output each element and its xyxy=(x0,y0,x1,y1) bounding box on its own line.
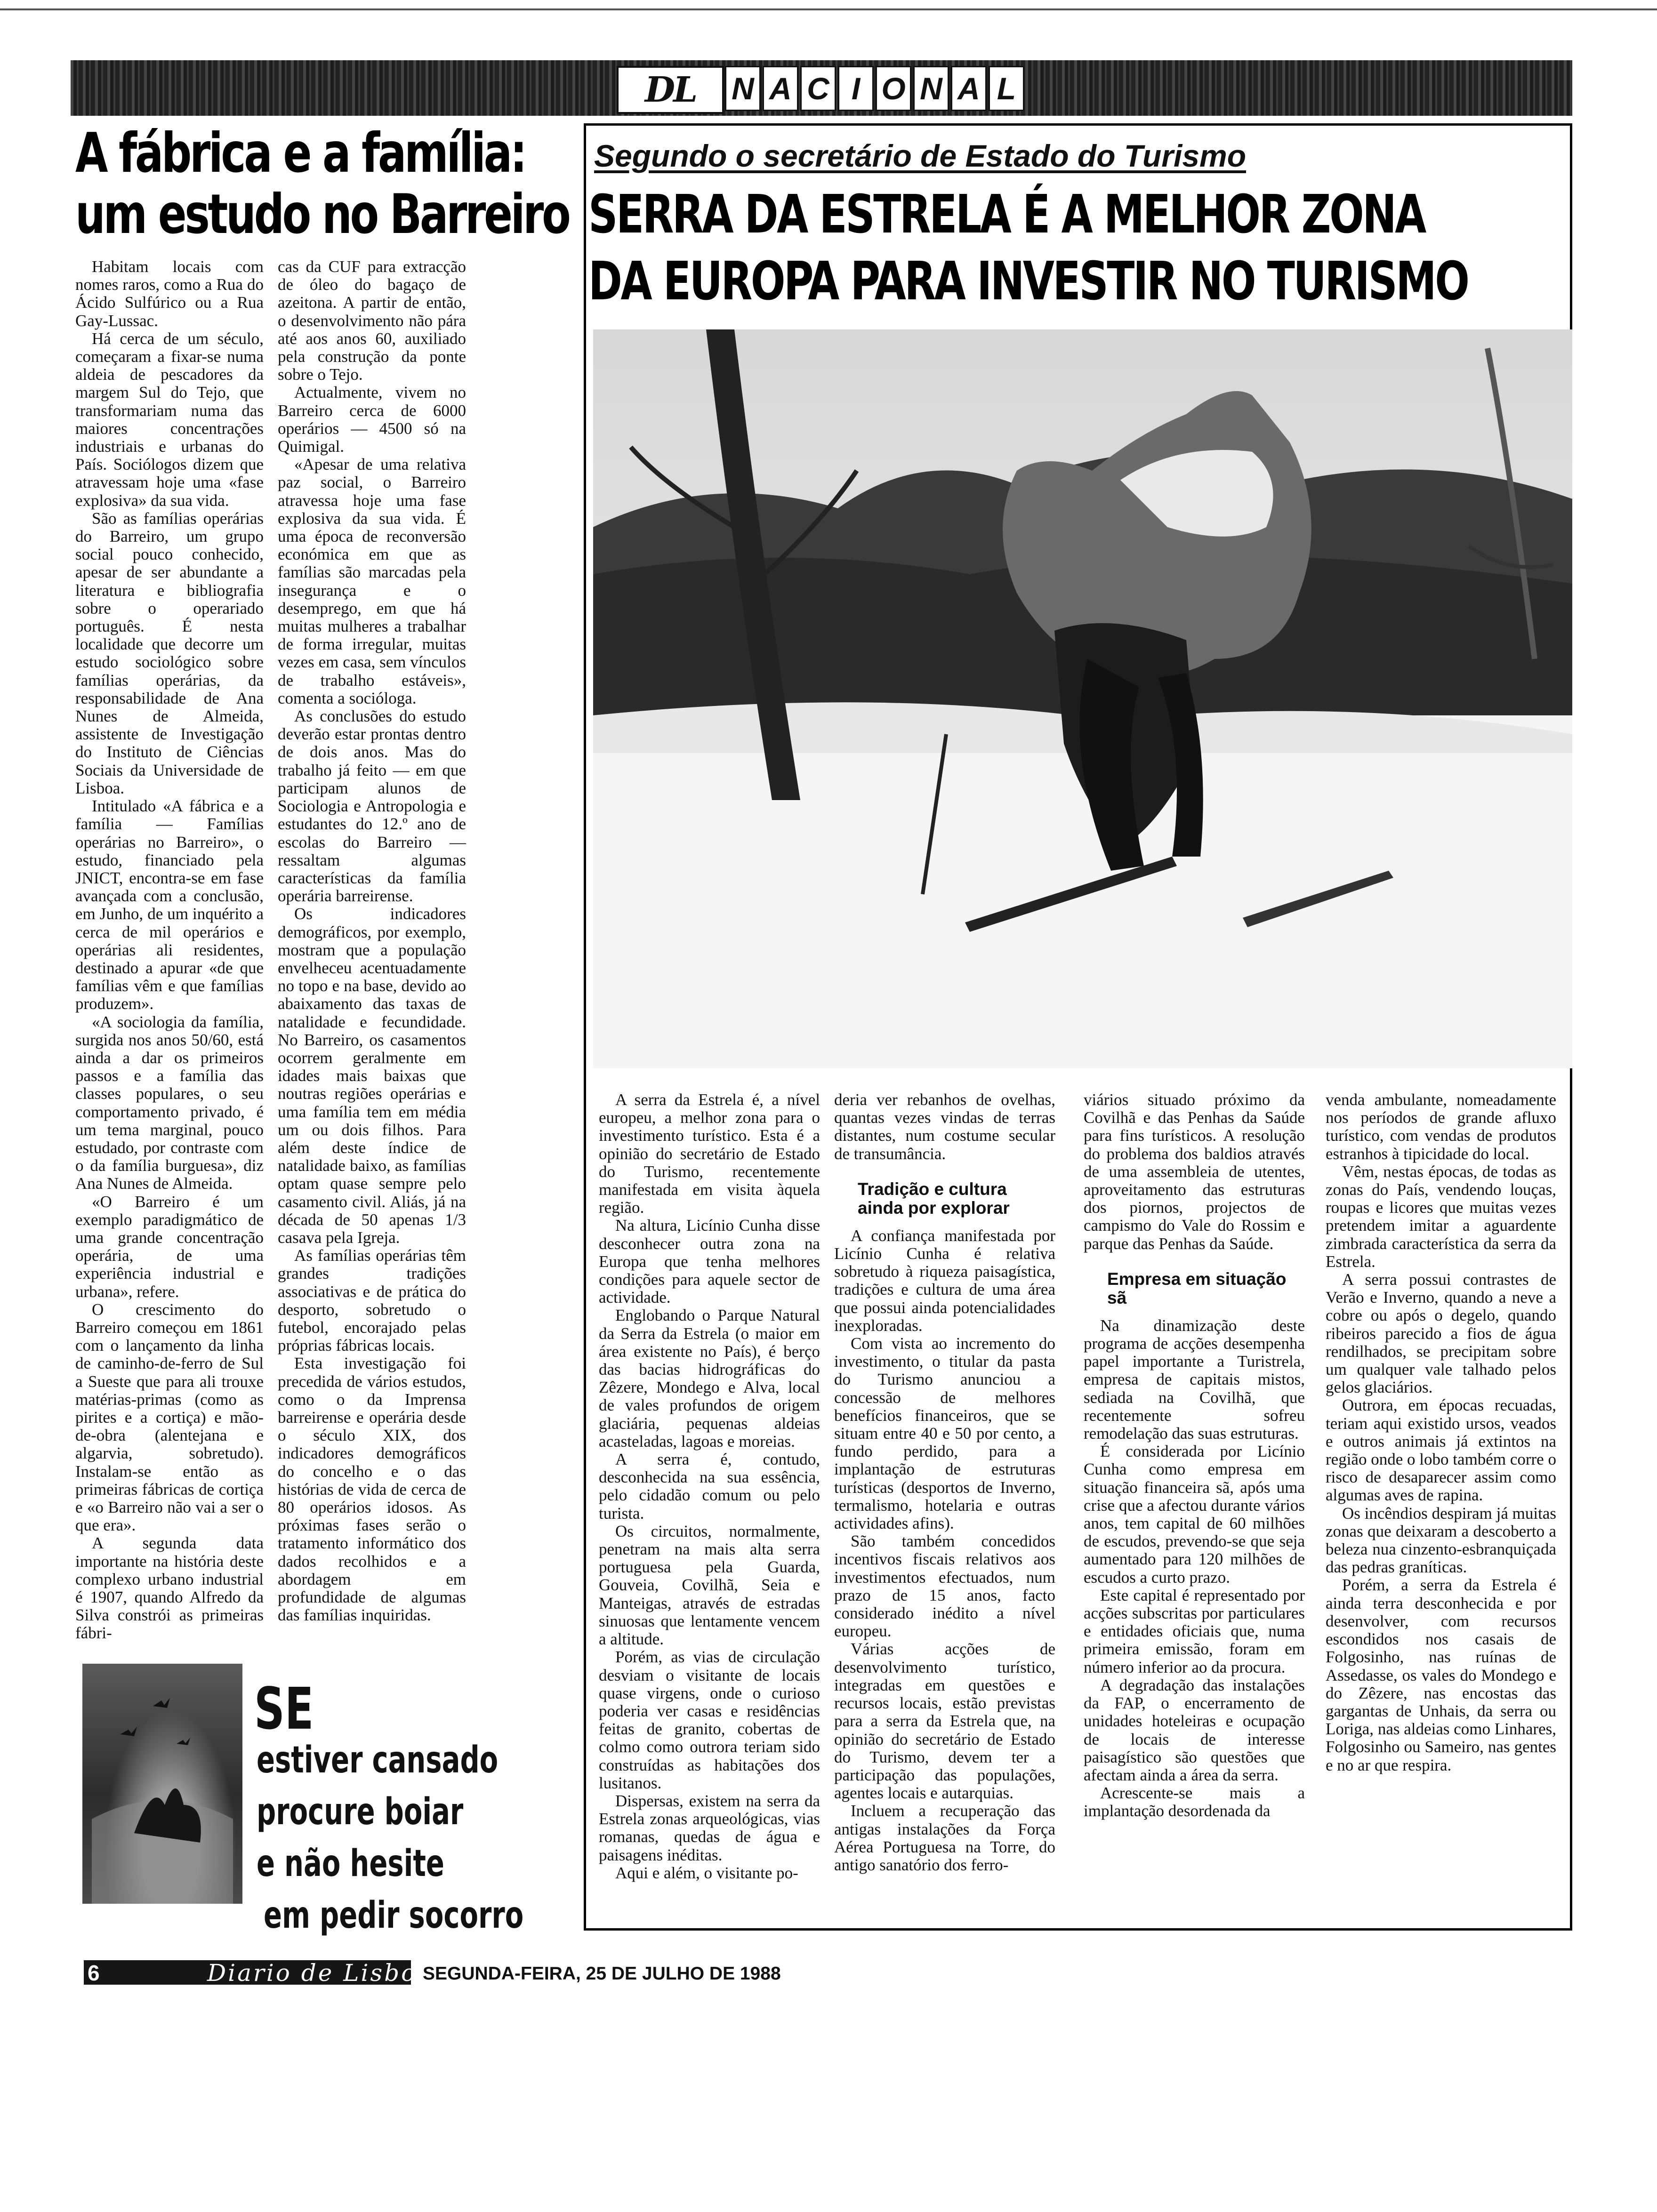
page-number: 6 xyxy=(88,1961,100,1985)
section-letter: O xyxy=(876,66,911,111)
left-article-column-2 xyxy=(278,258,466,1624)
paragraph: A segunda data importante na história deste complexo urbano industrial é 1907, quando Alfredo da Silva constrói as primeiras fábri- xyxy=(75,1534,264,1643)
paragraph: Na dinamização deste programa de acções desempenha papel importante a Turistrela, empresa de capitais mistos, sediada na Covilhã, que recentemente sofreu remodelação das suas estruturas. xyxy=(1084,1316,1305,1443)
paragraph: É considerada por Licínio Cunha como empresa em situação financeira sã, após uma crise que a afectou durante vários anos, tem capital de 60 milhões de escudos, prevendo-se que seja aumentado para 120 milhões de escudos a curto prazo. xyxy=(1084,1442,1305,1587)
paragraph: deria ver rebanhos de ovelhas, quantas vezes vindas de terras distantes, num costume secular de transumância. xyxy=(834,1090,1055,1163)
subheading: Empresa em situação sã xyxy=(1107,1269,1287,1307)
paragraph: Outrora, em épocas recuadas, teriam aqui existido ursos, veados e outros animais já extintos na região onde o lobo também corre o risco de desaparecer assim como algumas aves de rapina. xyxy=(1326,1396,1556,1505)
section-letter: A xyxy=(763,66,798,111)
left-article-column-1 xyxy=(75,258,264,1643)
ad-whale-photo xyxy=(82,1664,242,1904)
paragraph: A confiança manifestada por Licínio Cunha é relativa sobretudo à riqueza paisagística, tradições e cultura de uma área que possui ainda potencialidades inexploradas. xyxy=(834,1226,1055,1335)
paragraph: As conclusões do estudo deverão estar prontas dentro de dois anos. Mas do trabalho já feito — em que participam alunos de Sociologia e Antropologia e estudantes do 12.º ano de escolas do Barreiro — ressaltam algumas características da família operária barreirense. xyxy=(278,707,466,906)
paragraph: Habitam locais com nomes raros, como a Rua do Ácido Sulfúrico ou a Rua Gay-Lussac. xyxy=(75,257,264,330)
paragraph: Actualmente, vivem no Barreiro cerca de 6000 operários — 4500 só na Quimigal. xyxy=(278,383,466,456)
paragraph: Porém, a serra da Estrela é ainda terra desconhecida e por desenvolver, com recursos escondidos nos casais de Folgosinho, nas ruínas de Assedasse, os vales do Mondego e do Zêzere, nas encostas das gargantas de Unhais, da serra ou Loriga, nas aldeias como Linhares, Folgosinho ou Sameiro, nas gentes e no ar que respira. xyxy=(1326,1576,1556,1774)
right-article-column-2 xyxy=(834,1091,1055,1874)
paragraph: Este capital é representado por acções subscritas por particulares e entidades oficiais que, numa primeira emissão, foram em número inferior ao da procura. xyxy=(1084,1586,1305,1676)
paragraph: As famílias operárias têm grandes tradições associativas e de prática do desporto, sobretudo o futebol, encorajado pelas próprias fábricas locais. xyxy=(278,1246,466,1355)
section-letter: C xyxy=(800,66,836,111)
photo-illustration xyxy=(593,329,1572,1068)
paragraph: Esta investigação foi precedida de vários estudos, como o da Imprensa barreirense e operária desde o século XIX, dos indicadores demográficos do concelho e o das histórias de vida de cerca de 80 operários idosos. As próximas fases serão o tratamento informático dos dados recolhidos e a abordagem em profundidade de algumas das famílias inquiridas. xyxy=(278,1354,466,1625)
paragraph: Aqui e além, o visitante po- xyxy=(615,1863,798,1882)
paragraph: A serra da Estrela é, a nível europeu, a melhor zona para o investimento turístico. Esta é a opinião do secretário de Estado do Turismo, recentemente manifestada em visita àquela região. xyxy=(599,1090,820,1217)
paragraph: Acrescente-se mais a implantação desordenada da xyxy=(1084,1784,1305,1820)
section-letter: N xyxy=(725,66,761,111)
paragraph: «Apesar de uma relativa paz social, o Barreiro atravessa hoje uma fase explosiva da sua vida. É uma época de reconversão económica em que as famílias são marcadas pela insegurança e o desemprego, em que há muitas mulheres a trabalhar de forma irregular, muitas vezes em casa, sem vínculos de trabalho estáveis», comenta a socióloga. xyxy=(278,455,466,707)
subheading: Tradição e cultura ainda por explorar xyxy=(858,1179,1010,1218)
section-letter: I xyxy=(838,66,874,111)
paragraph: A serra possui contrastes de Verão e Inverno, quando a neve a cobre ou após o degelo, quando ribeiros parecido a fios de água rendilhados, se precipitam sobre um qualquer vale talhado pelos gelos glaciários. xyxy=(1326,1270,1556,1397)
paragraph: Porém, as vias de circulação desviam o visitante de locais quase virgens, onde o curioso poderia ver casas e residências feitas de granito, cobertas de colmo como outrora teriam sido construídas as habitações dos lusitanos. xyxy=(599,1648,820,1792)
left-headline-line2: um estudo no Barreiro xyxy=(75,183,569,246)
section-letter: N xyxy=(913,66,949,111)
paragraph: A serra é, contudo, desconhecida na sua essência, pelo cidadão comum ou pelo turista. xyxy=(599,1450,820,1523)
paragraph: Incluem a recuperação das antigas instalações da Força Aérea Portuguesa na Torre, do antigo sanatório dos ferro- xyxy=(834,1802,1055,1874)
footer-date: SEGUNDA-FEIRA, 25 DE JULHO DE 1988 xyxy=(423,1964,781,1984)
paragraph: O crescimento do Barreiro começou em 1861 com o lançamento da linha de caminho-de-ferro de Sul a Sueste que para ali trouxe matérias-primas (como as pirites e a cortiça) e mão-de-obra (alentejana e algarvia, sobretudo). Instalam-se então as primeiras fábricas de cortiça e «o Barreiro não vai a ser o que era». xyxy=(75,1300,264,1535)
top-rule xyxy=(0,8,1657,10)
paragraph: São também concedidos incentivos fiscais relativos aos investimentos efectuados, num prazo de 15 anos, facto considerado inédito a nível europeu. xyxy=(834,1532,1055,1641)
ad-line-1: SE xyxy=(254,1675,314,1742)
paragraph: Dispersas, existem na serra da Estrela zonas arqueológicas, vias romanas, quedas de água e paisagens inéditas. xyxy=(599,1791,820,1864)
paragraph: Com vista ao incremento do investimento, o titular da pasta do Turismo anunciou a concessão de melhores benefícios financeiros, que se situam entre 40 e 50 por cento, a fundo perdido, para a implantação de estruturas turísticas (desportos de Inverno, termalismo, hotelaria e outras actividades afins). xyxy=(834,1334,1055,1533)
paragraph: A degradação das instalações da FAP, o encerramento de unidades hoteleiras e ocupação de locais de interesse paisagístico são questões que afectam ainda a área da serra. xyxy=(1084,1675,1305,1784)
paragraph: «A sociologia da família, surgida nos anos 50/60, está ainda a dar os primeiros passos e a família das classes populares, o seu comportamento privado, é um tema marginal, pouco estudado, por contraste com o da família burguesa», diz Ana Nunes de Almeida. xyxy=(75,1012,264,1193)
paragraph: Vêm, nestas épocas, de todas as zonas do País, vendendo louças, roupas e licores que muitas vezes pretendem imitar a aguardente zimbrada característica da serra da Estrela. xyxy=(1326,1162,1556,1271)
paper-logo: DL xyxy=(617,66,724,114)
paragraph: Os indicadores demográficos, por exemplo, mostram que a população envelheceu acentuadamente no topo e na base, devido ao abaixamento das taxas de natalidade e fecundidade. No Barreiro, os casamentos ocorrem geralmente em idades mais baixas que noutras regiões operárias e uma família tem em média um ou dois filhos. Para além deste índice de natalidade baixo, as famílias optam quase sempre pelo casamento civil. Aliás, já na década de 50 apenas 1/3 casava pela Igreja. xyxy=(278,905,466,1247)
section-letter: L xyxy=(989,66,1024,111)
left-headline-line1: A fábrica e a família: xyxy=(75,121,525,185)
paragraph: «O Barreiro é um exemplo paradigmático de uma grande concentração operária, de uma experiência industrial e urbana», refere. xyxy=(75,1192,264,1301)
ad-line-5: em pedir socorro xyxy=(264,1894,524,1937)
right-headline-line2: DA EUROPA PARA INVESTIR NO TURISMO xyxy=(588,251,1468,312)
paragraph: São as famílias operárias do Barreiro, um grupo social pouco conhecido, apesar de ser abundante a literatura e bibliografia sobre o operariado português. É nesta localidade que decorre um estudo sociológico sobre famílias operárias, da responsabilidade de Ana Nunes de Almeida, assistente de Investigação do Instituto de Ciências Sociais da Universidade de Lisboa. xyxy=(75,509,264,797)
paper-name: Diario de Lisboa xyxy=(207,1959,434,1987)
right-article-column-1 xyxy=(599,1091,820,1882)
right-kicker: Segundo o secretário de Estado do Turismo xyxy=(594,138,1247,173)
paragraph: Há cerca de um século, começaram a fixar-se numa aldeia de pescadores da margem Sul do Tejo, que transformariam numa das maiores concentrações industriais e urbanas do País. Sociólogos dizem que atravessam hoje uma «fase explosiva» da sua vida. xyxy=(75,329,264,510)
ad-line-2: estiver cansado xyxy=(257,1739,499,1781)
ad-line-3: procure boiar xyxy=(257,1791,464,1833)
ad-illustration xyxy=(82,1664,242,1904)
paragraph: venda ambulante, nomeadamente nos períodos de grande afluxo turístico, com vendas de produtos estranhos à tipicidade do local. xyxy=(1326,1090,1556,1163)
section-label-nacional xyxy=(725,66,1026,110)
paragraph: Os incêndios despiram já muitas zonas que deixaram a descoberto a beleza nua cinzento-esbranquiçada das pedras graníticas. xyxy=(1326,1504,1556,1577)
snow-mountain-photo xyxy=(593,329,1572,1068)
paragraph: cas da CUF para extracção de óleo do bagaço de azeitona. A partir de então, o desenvolvimento não pára até aos anos 60, auxiliado pela construção da ponte sobre o Tejo. xyxy=(278,257,466,384)
paragraph: Na altura, Licínio Cunha disse desconhecer outra zona na Europa que tenha melhores condições para aquele sector de actividade. xyxy=(599,1216,820,1307)
paragraph: Várias acções de desenvolvimento turístico, integradas em questões e recursos locais, estão previstas para a serra da Estrela que, na opinião do secretário de Estado do Turismo, devem ter a participação das populações, agentes locais e autarquias. xyxy=(834,1640,1055,1803)
paragraph: Os circuitos, normalmente, penetram na mais alta serra portuguesa pela Guarda, Gouveia, Covilhã, Seia e Manteigas, através de estradas sinuosas que lentamente vencem a altitude. xyxy=(599,1522,820,1649)
paragraph: Englobando o Parque Natural da Serra da Estrela (o maior em área existente no País), é berço das bacias hidrográficas do Zêzere, Mondego e Alva, local de vales profundos de origem glaciária, pequenas aldeias acasteladas, lagoas e moreias. xyxy=(599,1306,820,1451)
ad-line-4: e não hesite xyxy=(257,1843,444,1885)
paragraph: viários situado próximo da Covilhã e das Penhas da Saúde para fins turísticos. A resolução do problema dos baldios através de uma assembleia de utentes, aproveitamento das estruturas dos piornos, projectos de campismo do Vale do Rossim e parque das Penhas da Saúde. xyxy=(1084,1090,1305,1253)
paragraph: Intitulado «A fábrica e a família — Famílias operárias no Barreiro», o estudo, financiado pela JNICT, encontra-se em fase avançada com a conclusão, em Junho, de um inquérito a cerca de mil operários e operárias ali residentes, destinado a apurar «de que famílias vêm e que famílias produzem». xyxy=(75,797,264,1013)
right-article-column-4 xyxy=(1326,1091,1556,1774)
right-headline-line1: SERRA DA ESTRELA É A MELHOR ZONA xyxy=(588,184,1425,245)
section-letter: A xyxy=(951,66,987,111)
right-article-column-3 xyxy=(1084,1091,1305,1820)
